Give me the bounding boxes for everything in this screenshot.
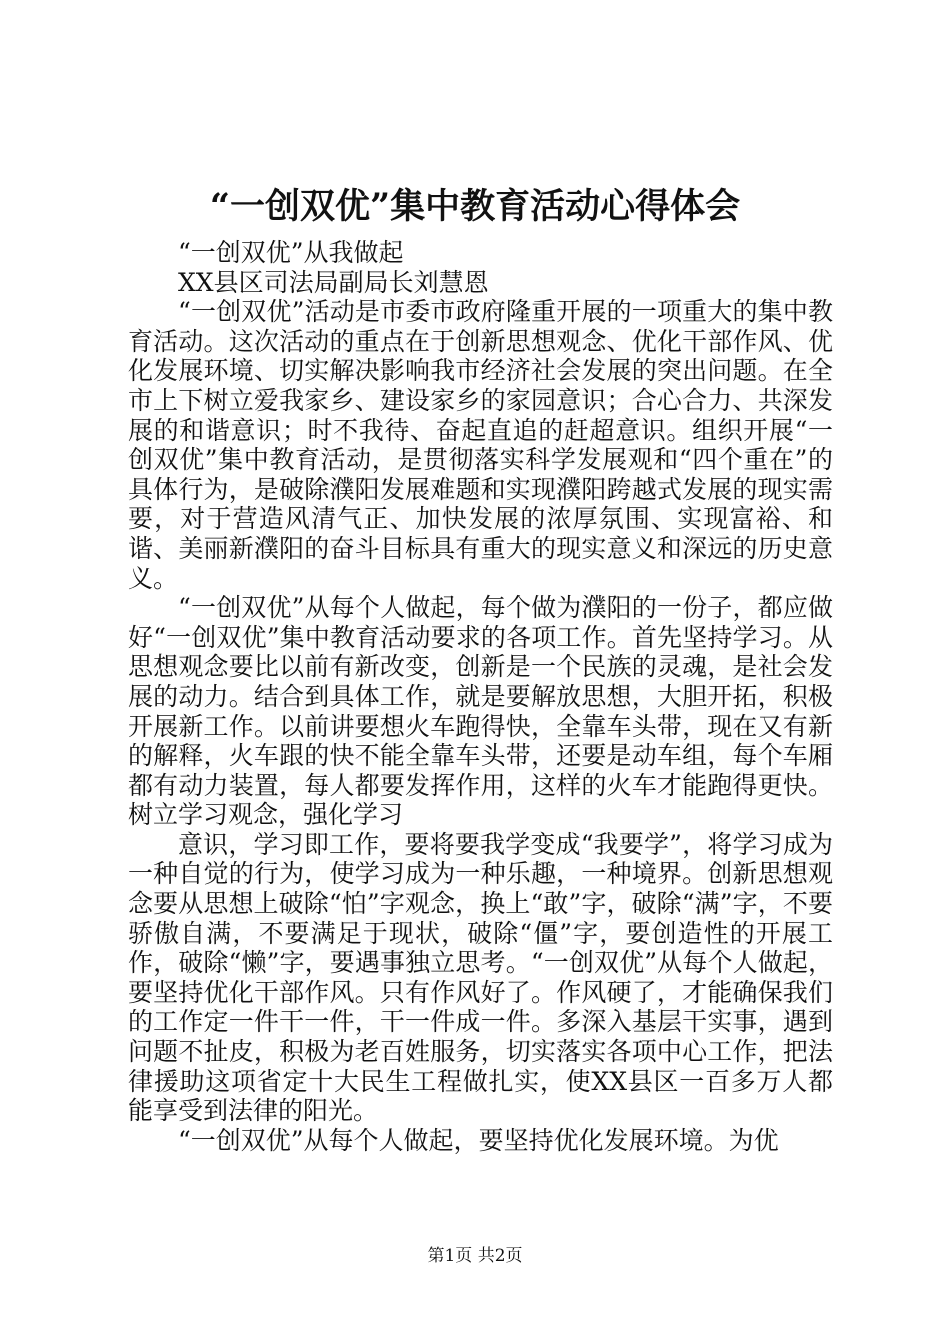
- page-footer: 第1页 共2页: [427, 1246, 523, 1266]
- document-title: “一创双优”集中教育活动心得体会: [209, 186, 741, 227]
- paragraph: “一创双优”从每个人做起，要坚持优化发展环境。为优: [178, 1125, 779, 1155]
- paragraph: “一创双优”从每个人做起，每个做为濮阳的一份子，都应做好“一创双优”集中教育活动要求的各项工作。首先坚持学习。从思想观念要比以前有新改变，创新是一个民族的灵魂，是社会发展的动力。结合到具体工作，就是要解放思想，大胆开拓，积极开展新工作。以前讲要想火车跑得快，全靠车头带，现在又有新的解释，火车跟的快不能全靠车头带，还要是动车组，每个车厢都有动力装置，每人都要发挥作用，这样的火车才能跑得更快。树立学习观念，强化学习: [128, 593, 833, 830]
- document-body: [128, 238, 833, 1155]
- paragraph: “一创双优”活动是市委市政府隆重开展的一项重大的集中教育活动。这次活动的重点在于创新思想观念、优化干部作风、优化发展环境、切实解决影响我市经济社会发展的突出问题。在全市上下树立爱我家乡、建设家乡的家园意识；合心合力、共深发展的和谐意识；时不我待、奋起直追的赶超意识。组织开展“一创双优”集中教育活动，是贯彻落实科学发展观和“四个重在”的具体行为，是破除濮阳发展难题和实现濮阳跨越式发展的现实需要，对于营造风清气正、加快发展的浓厚氛围、实现富裕、和谐、美丽新濮阳的奋斗目标具有重大的现实意义和深远的历史意义。: [128, 297, 833, 593]
- paragraph: 意识，学习即工作，要将要我学变成“我要学”，将学习成为一种自觉的行为，使学习成为一种乐趣，一种境界。创新思想观念要从思想上破除“怕”字观念，换上“敢”字，破除“满”字，不要骄傲自满，不要满足于现状，破除“僵”字，要创造性的开展工作，破除“懒”字，要遇事独立思考。“一创双优”从每个人做起，要坚持优化干部作风。只有作风好了。作风硬了，才能确保我们的工作定一件干一件，干一件成一件。多深入基层干实事，遇到问题不扯皮，积极为老百姓服务，切实落实各项中心工作，把法律援助这项省定十大民生工程做扎实，使XX县区一百多万人都能享受到法律的阳光。: [128, 829, 833, 1126]
- author-line: XX县区司法局副局长刘慧恩: [178, 267, 489, 297]
- document-subtitle: “一创双优”从我做起: [178, 238, 404, 267]
